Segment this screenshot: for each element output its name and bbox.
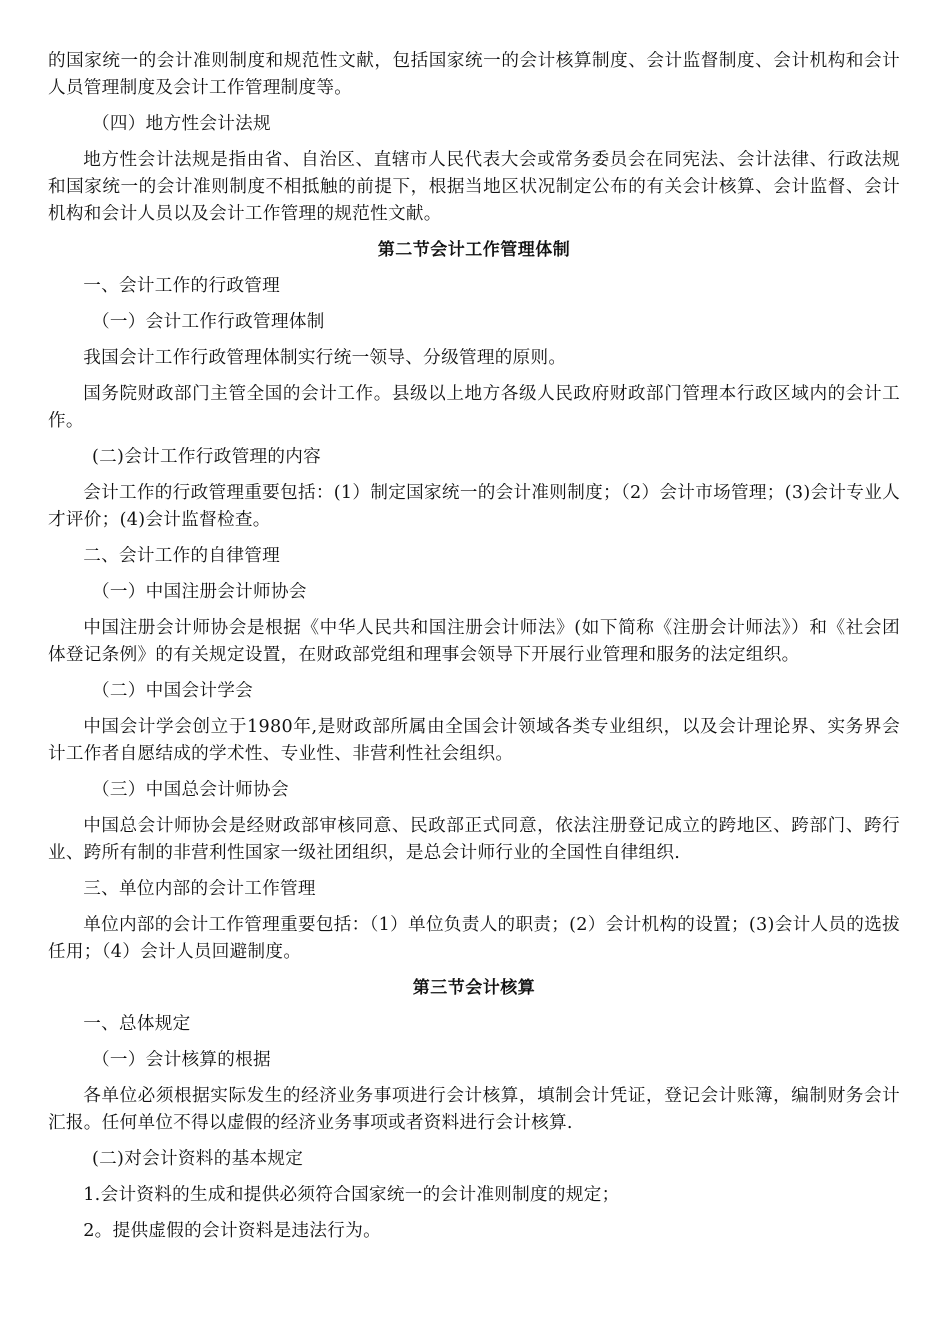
paragraph-continued: 的国家统一的会计准则制度和规范性文献，包括国家统一的会计核算制度、会计监督制度、会计机构和会计人员管理制度及会计工作管理制度等。 xyxy=(48,51,900,98)
subheading-administrative-system: （一）会计工作行政管理体制 xyxy=(92,312,325,332)
section-title-management-system: 第二节会计工作管理体制 xyxy=(377,240,571,260)
heading-self-regulation: 二、会计工作的自律管理 xyxy=(83,546,281,566)
section-title-accounting: 第三节会计核算 xyxy=(412,978,536,998)
heading-internal-management: 三、单位内部的会计工作管理 xyxy=(83,879,316,899)
subheading-local-regulations: （四）地方性会计法规 xyxy=(92,114,271,134)
list-item-2: 2。提供虚假的会计资料是违法行为。 xyxy=(83,1221,381,1241)
paragraph-administrative-content: 会计工作的行政管理重要包括：(1）制定国家统一的会计准则制度；（2）会计市场管理；(3)会计专业人才评价；(4)会计监督检查。 xyxy=(48,483,900,530)
document-page xyxy=(48,48,900,1254)
paragraph-local-regulations: 地方性会计法规是指由省、自治区、直辖市人民代表大会或常务委员会在同宪法、会计法律、行政法规和国家统一的会计准则制度不相抵触的前提下，根据当地区状况制定公布的有关会计核算、会计监督、会计机构和会计人员以及会计工作管理的规范性文献。 xyxy=(48,150,900,224)
subheading-accounting-materials: (二)对会计资料的基本规定 xyxy=(92,1149,304,1169)
list-item-1: 1.会计资料的生成和提供必须符合国家统一的会计准则制度的规定； xyxy=(83,1185,620,1205)
subheading-administrative-content: (二)会计工作行政管理的内容 xyxy=(92,447,322,467)
subheading-accounting-basis: （一）会计核算的根据 xyxy=(92,1050,271,1070)
paragraph-asc: 中国会计学会创立于1980年,是财政部所属由全国会计领域各类专业组织，以及会计理论界、实务界会计工作者自愿结成的学术性、专业性、非营利性社会组织。 xyxy=(48,717,900,764)
subheading-cfo-association: （三）中国总会计师协会 xyxy=(92,780,289,800)
paragraph-cfo-association: 中国总会计师协会是经财政部审核同意、民政部正式同意，依法注册登记成立的跨地区、跨部门、跨行业、跨所有制的非营利性国家一级社团组织，是总会计师行业的全国性自律组织. xyxy=(48,816,900,863)
heading-administrative-management: 一、会计工作的行政管理 xyxy=(83,276,281,296)
subheading-cicpa: （一）中国注册会计师协会 xyxy=(92,582,307,602)
paragraph-accounting-basis: 各单位必须根据实际发生的经济业务事项进行会计核算，填制会计凭证，登记会计账簿，编制财务会计汇报。任何单位不得以虚假的经济业务事项或者资料进行会计核算. xyxy=(48,1086,900,1133)
paragraph-internal-management: 单位内部的会计工作管理重要包括：（1）单位负责人的职责；(2）会计机构的设置；(3)会计人员的选拔任用；（4）会计人员回避制度。 xyxy=(48,915,900,962)
subheading-asc: （二）中国会计学会 xyxy=(92,681,254,701)
heading-general-provisions: 一、总体规定 xyxy=(83,1014,191,1034)
paragraph-principle: 我国会计工作行政管理体制实行统一领导、分级管理的原则。 xyxy=(83,348,567,368)
paragraph-state-council: 国务院财政部门主管全国的会计工作。县级以上地方各级人民政府财政部门管理本行政区域内的会计工作。 xyxy=(48,384,900,431)
paragraph-cicpa: 中国注册会计师协会是根据《中华人民共和国注册会计师法》(如下简称《注册会计师法》）和《社会团体登记条例》的有关规定设置，在财政部党组和理事会领导下开展行业管理和服务的法定组织。 xyxy=(48,618,900,665)
